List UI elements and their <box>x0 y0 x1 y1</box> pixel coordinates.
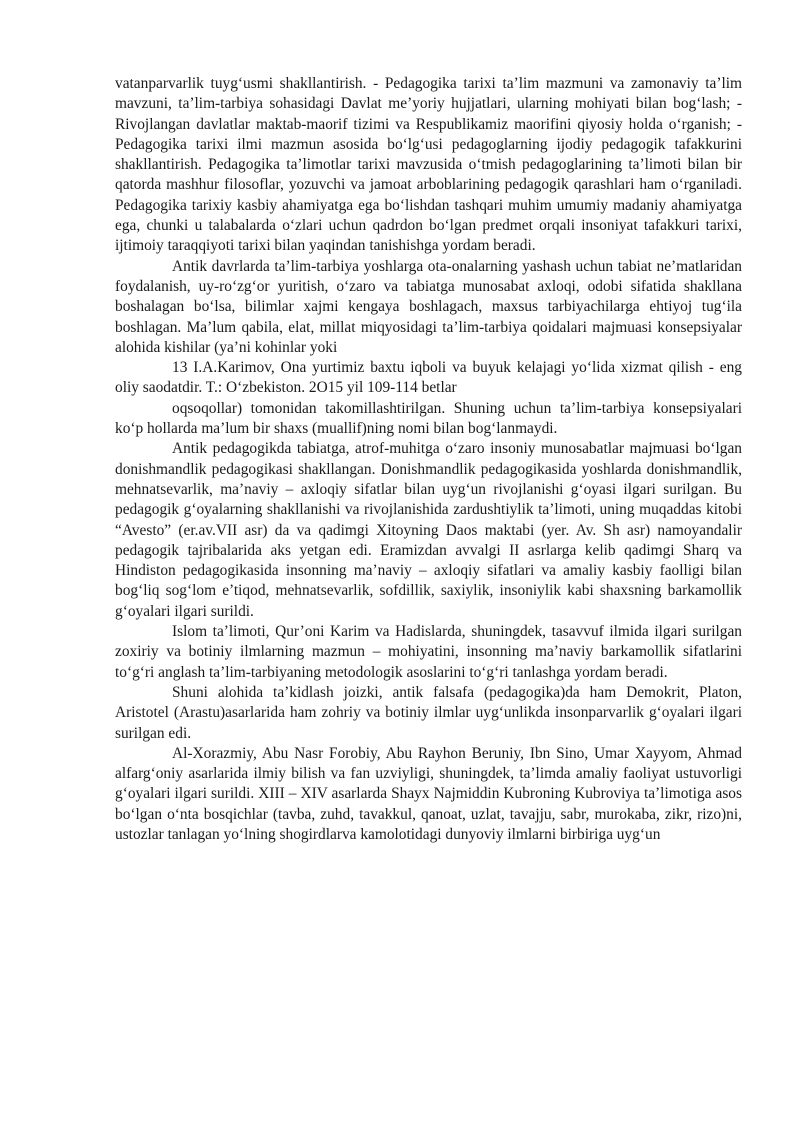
paragraph-antique-philosophy: Shuni alohida ta’kidlash joizki, antik falsafa (pedagogika)da ham Demokrit, Platon, Aristotel (Arastu)asarlarida ham zohriy va botiniy ilmlar uyg‘unlikda insonparvarlik g‘oyalari ilgari surilgan edi. <box>115 683 742 742</box>
paragraph-wisdom-pedagogy: Antik pedagogikda tabiatga, atrof-muhitga o‘zaro insoniy munosabatlar majmuasi bo‘lgan donishmandlik pedagogikasi shakllangan. Donishmandlik pedagogikasida yoshlarda donishmandlik, mehnatsevarlik, ma’naviy – axloqiy sifatlar bilan uyg‘un rivojlanishi g‘oyasi ilgari surilgan. Bu pedagogik g‘oyalarning shakllanishi va rivojlanishida zardushtiylik ta’limoti, uning muqaddas kitobi “Avesto” (er.av.VII asr) da va qadimgi Xitoyning Daos maktabi (yer. Av. Sh asr) namoyandalir pedagogik tajribalarida aks yetgan edi. Eramizdan avvalgi II asrlarga kelib qadimgi Sharq va Hindiston pedagogikasida insonning ma’naviy – axloqiy sifatlari va amaliy kasbiy faolligi bilan bog‘liq sog‘lom e’tiqod, mehnatsevarlik, sofdillik, saxiylik, insoniylik kabi shaxsning barkamollik g‘oyalari ilgari surildi. <box>115 440 742 620</box>
paragraph-islamic-teaching: Islom ta’limoti, Qur’oni Karim va Hadislarda, shuningdek, tasavvuf ilmida ilgari surilgan zoxiriy va botiniy ilmlarning mazmun – mohiyatini, insonning ma’naviy barkamollik sifatlarini to‘g‘ri anglash ta’lim-tarbiyaning metodologik asoslarini to‘g‘ri tanlashga yordam beradi. <box>115 623 742 681</box>
paragraph-eastern-scholars: Al-Xorazmiy, Abu Nasr Forobiy, Abu Rayhon Beruniy, Ibn Sino, Umar Xayyom, Ahmad alfarg‘oniy asarlarida ilmiy bilish va fan uzviyligi, shuningdek, ta’limda amaliy faoliyat ustuvorligi g‘oyalari ilgari surildi. XIII – XIV asarlarda Shayx Najmiddin Kubroning Kubroviya ta’limotiga asos bo‘lgan o‘nta bosqichlar (tavba, zuhd, tavakkul, qanoat, uzlat, tavajju, sabr, murokaba, zikr, rizo)ni, ustozlar tanlagan yo‘lning shogirdlarva kamolotidagi dunyoviy ilmlarni birbiriga uyg‘un <box>115 744 742 843</box>
paragraph-elders: oqsoqollar) tomonidan takomillashtirilgan. Shuning uchun ta’lim-tarbiya konsepsiyalari ko‘p hollarda ma’lum bir shaxs (muallif)ning nomi bilan bog‘lanmaydi. <box>115 399 742 438</box>
paragraph-antiquity-education: Antik davrlarda ta’lim-tarbiya yoshlarga ota-onalarning yashash uchun tabiat ne’matlaridan foydalanish, uy-ro‘zg‘or yuritish, o‘zaro va tabiatga munosabat axloqi, odobi sifatida shakllana boshalagan bo‘lsa, bilimlar xajmi kengaya boshlagach, maxsus tarbiyachilarga ehtiyoj tug‘ila boshlagan. Ma’lum qabila, elat, millat miqyosidagi ta’lim-tarbiya qoidalari majmuasi konsepsiyalar alohida kishilar (ya’ni kohinlar yoki <box>115 257 742 356</box>
document-page <box>115 74 742 845</box>
footnote-reference: 13 I.A.Karimov, Ona yurtimiz baxtu iqboli va buyuk kelajagi yo‘lida xizmat qilish - eng oliy saodatdir. T.: O‘zbekiston. 2O15 yil 109-114 betlar <box>115 359 742 397</box>
paragraph-history-goals: vatanparvarlik tuyg‘usmi shakllantirish. - Pedagogika tarixi ta’lim mazmuni va zamonaviy ta’lim mavzuni, ta’lim-tarbiya sohasidagi Davlat me’yoriy hujjatlari, ularning mohiyati bilan bog‘lash; - Rivojlangan davlatlar maktab-maorif tizimi va Respublikamiz maorifini qiyosiy holda o‘rganish; - Pedagogika tarixi ilmi mazmun asosida bo‘lg‘usi pedagoglarning ijodiy pedagogik tafakkurini shakllantirish. Pedagogika ta’limotlar tarixi mavzusida o‘tmish pedagoglarining ta’limoti bilan bir qatorda mashhur filosoflar, yozuvchi va jamoat arboblarining pedagogik qarashlari ham o‘rganiladi. Pedagogika tarixiy kasbiy ahamiyatga ega bo‘lishdan tashqari muhim umumiy madaniy ahamiyatga ega, chunki u talabalarda o‘zlari uchun qadrdon bo‘lgan predmet orqali insoniyat tafakkuri tarixi, ijtimoiy taraqqiyoti tarixi bilan yaqindan tanishishga yordam beradi. <box>115 75 742 255</box>
